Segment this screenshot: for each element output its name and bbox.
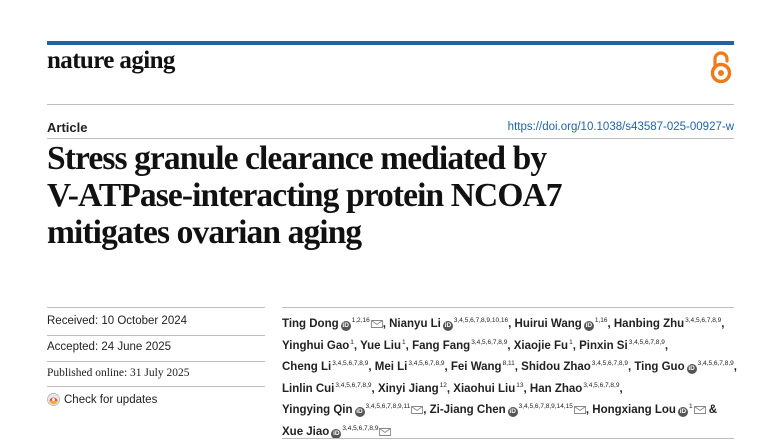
affiliation-superscript[interactable]: 1 xyxy=(688,403,693,411)
author-separator: , xyxy=(627,361,632,374)
author-separator: , xyxy=(507,339,511,352)
article-title xyxy=(47,140,647,251)
author-name[interactable] xyxy=(592,404,705,416)
orcid-icon[interactable]: iD xyxy=(679,408,687,416)
author-name[interactable] xyxy=(282,318,383,330)
author-name-text: Hongxiang Lou xyxy=(592,404,676,417)
affiliation-superscript[interactable]: 8,11 xyxy=(502,360,515,368)
orcid-icon[interactable]: iD xyxy=(688,365,695,373)
author-name-text: Pinxin Si xyxy=(579,339,628,352)
title-line: V-ATPase-interacting protein NCOA7 xyxy=(47,177,562,214)
published-date: Published online: 31 July 2025 xyxy=(47,367,190,379)
affiliation-superscript[interactable]: 3,4,5,6,7,8,9 xyxy=(335,381,372,389)
author-name-text: Xinyi Jiang xyxy=(377,382,439,395)
email-icon[interactable] xyxy=(411,406,423,414)
author-name-text: Yue Liu xyxy=(360,339,402,352)
author-separator: , xyxy=(619,382,623,395)
author-name-text: Han Zhao xyxy=(529,382,583,395)
doi-link[interactable]: https://doi.org/10.1038/s43587-025-00927-w xyxy=(507,121,734,133)
email-icon[interactable] xyxy=(371,320,383,328)
author-name-text: Cheng Li xyxy=(282,361,332,374)
affiliation-superscript[interactable]: 3,4,5,6,7,8,9 xyxy=(685,317,722,324)
orcid-icon[interactable]: iD xyxy=(333,429,340,437)
received-date: Received: 10 October 2024 xyxy=(47,315,188,327)
author-separator: & xyxy=(705,404,718,417)
header-rule xyxy=(47,104,734,105)
author-name[interactable] xyxy=(282,340,354,352)
orcid-icon[interactable]: iD xyxy=(444,322,452,329)
affiliation-superscript[interactable]: 1 xyxy=(350,338,354,346)
author-separator: , xyxy=(721,318,725,330)
author-name[interactable] xyxy=(529,381,623,395)
meta-rule-left xyxy=(47,307,265,308)
meta-divider xyxy=(47,335,265,336)
affiliation-superscript[interactable]: 3,4,5,6,7,8,9 xyxy=(471,338,508,346)
author-separator: , xyxy=(405,339,409,352)
author-name-text: Shidou Zhao xyxy=(521,361,591,374)
affiliation-superscript[interactable]: 3,4,5,6,7,8,9 xyxy=(583,381,620,389)
author-separator: , xyxy=(444,361,448,374)
affiliation-superscript[interactable]: 3,4,5,6,7,8,9 xyxy=(697,360,734,368)
meta-divider xyxy=(47,386,265,387)
author-name[interactable] xyxy=(378,383,447,395)
check-updates-label: Check for updates xyxy=(64,393,158,406)
author-name-text: Huirui Wang xyxy=(514,318,582,330)
author-name-text: Xiaojie Fu xyxy=(513,339,569,352)
author-separator: , xyxy=(572,339,576,352)
author-separator: , xyxy=(382,318,386,330)
author-name[interactable] xyxy=(282,426,391,438)
author-separator: , xyxy=(446,382,451,395)
affiliation-superscript[interactable]: 3,4,5,6,7,8,9 xyxy=(342,424,379,432)
orcid-icon[interactable]: iD xyxy=(585,322,593,329)
author-name[interactable] xyxy=(282,361,368,373)
affiliation-superscript[interactable]: 3,4,5,6,7,8,9,11 xyxy=(365,403,411,411)
author-name[interactable] xyxy=(453,383,523,395)
journal-header-bar xyxy=(47,41,734,45)
article-type-label: Article xyxy=(47,120,88,135)
affiliation-superscript[interactable]: 3,4,5,6,7,8,9,10,16 xyxy=(453,317,509,324)
author-name[interactable] xyxy=(360,340,406,352)
author-separator: , xyxy=(514,361,518,374)
title-rule xyxy=(47,138,734,139)
author-name[interactable] xyxy=(514,317,611,330)
author-name-text: Zi-Jiang Chen xyxy=(429,404,506,417)
author-separator: , xyxy=(664,339,669,352)
author-name[interactable] xyxy=(614,318,721,330)
affiliation-superscript[interactable]: 1,16 xyxy=(594,317,608,324)
author-name[interactable] xyxy=(282,404,423,416)
author-list xyxy=(282,312,742,442)
author-name-text: Yinghui Gao xyxy=(282,339,350,352)
affiliation-superscript[interactable]: 1 xyxy=(569,338,573,346)
affiliation-superscript[interactable]: 3,4,5,6,7,8,9,14,15 xyxy=(518,403,573,411)
author-separator: , xyxy=(353,339,358,352)
affiliation-superscript[interactable]: 3,4,5,6,7,8,9 xyxy=(332,360,369,368)
affiliation-superscript[interactable]: 1,2,16 xyxy=(351,317,370,324)
meta-divider xyxy=(47,361,265,362)
orcid-icon[interactable]: iD xyxy=(356,408,363,416)
author-name-text: Ting Guo xyxy=(634,361,685,374)
title-line: mitigates ovarian aging xyxy=(47,214,362,251)
author-separator: , xyxy=(733,361,737,374)
check-for-updates-button[interactable] xyxy=(47,393,157,406)
open-access-lock-icon[interactable] xyxy=(708,50,734,84)
author-name[interactable] xyxy=(282,383,372,395)
affiliation-superscript[interactable]: 13 xyxy=(516,381,524,389)
orcid-icon[interactable]: iD xyxy=(509,408,516,416)
bottom-rule xyxy=(282,438,734,439)
author-name-text: Linlin Cui xyxy=(282,382,335,395)
email-icon[interactable] xyxy=(574,406,586,414)
affiliation-superscript[interactable]: 1 xyxy=(402,338,406,346)
author-name[interactable] xyxy=(634,361,733,373)
author-separator: , xyxy=(423,404,427,417)
author-separator: , xyxy=(585,404,590,417)
affiliation-superscript[interactable]: 3,4,5,6,7,8,9 xyxy=(591,360,628,368)
orcid-icon[interactable]: iD xyxy=(342,322,349,329)
title-line: Stress granule clearance mediated by xyxy=(47,140,547,177)
affiliation-superscript[interactable]: 12 xyxy=(439,381,447,389)
author-name[interactable] xyxy=(430,404,586,416)
author-name[interactable] xyxy=(374,360,448,374)
author-name[interactable] xyxy=(389,318,508,330)
author-name[interactable] xyxy=(451,361,515,373)
author-name-text: Yingying Qin xyxy=(282,404,353,417)
author-separator: , xyxy=(607,318,611,330)
author-separator: , xyxy=(523,382,527,395)
author-name-text: Fang Fang xyxy=(412,339,471,352)
author-name-text: Nianyu Li xyxy=(389,318,441,330)
email-icon[interactable] xyxy=(379,428,391,436)
author-name-text: Fei Wang xyxy=(450,361,502,374)
author-name-text: Xiaohui Liu xyxy=(453,382,516,395)
accepted-date: Accepted: 24 June 2025 xyxy=(47,341,172,353)
email-icon[interactable] xyxy=(694,406,706,414)
author-separator: , xyxy=(508,318,512,330)
check-updates-icon xyxy=(47,393,60,406)
author-separator: , xyxy=(371,382,375,395)
journal-logo[interactable]: nature aging xyxy=(47,47,175,74)
author-name-text: Hanbing Zhu xyxy=(613,318,685,330)
author-name[interactable] xyxy=(412,340,507,352)
author-name-text: Xue Jiao xyxy=(282,425,330,438)
author-name-text: Mei Li xyxy=(374,361,408,374)
meta-rule-right xyxy=(282,307,734,308)
author-name[interactable] xyxy=(514,340,573,352)
affiliation-superscript[interactable]: 3,4,5,6,7,8,9 xyxy=(408,360,445,368)
affiliation-superscript[interactable]: 3,4,5,6,7,8,9 xyxy=(628,338,665,346)
author-name-text: Ting Dong xyxy=(282,318,339,330)
author-name[interactable] xyxy=(521,361,628,373)
author-name[interactable] xyxy=(579,340,665,352)
author-separator: , xyxy=(368,361,372,374)
